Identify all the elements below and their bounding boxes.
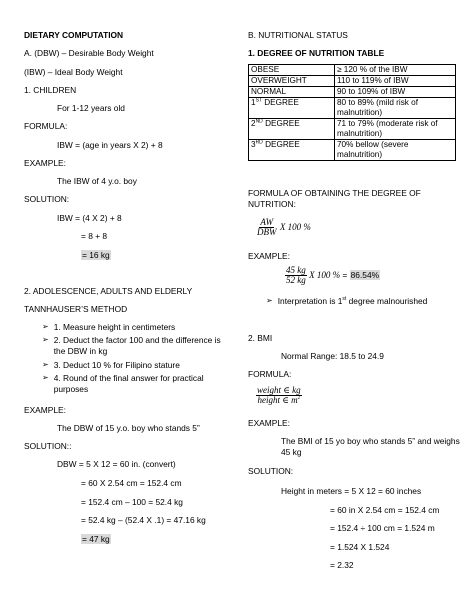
status-cell: NORMAL — [249, 87, 335, 98]
solution-line: = 60 X 2.54 cm = 152.4 cm — [81, 478, 182, 488]
children-heading: 1. CHILDREN — [24, 85, 77, 95]
list-item: ➢ 1. Measure height in centimeters — [42, 322, 176, 332]
arrow-bullet-icon: ➢ — [42, 322, 49, 331]
range-cell: 71 to 79% (moderate risk of malnutrition) — [335, 119, 456, 140]
solution-line: = 60 in X 2.54 cm = 152.4 cm — [330, 505, 440, 515]
solution-line: = 8 + 8 — [81, 231, 108, 241]
example-label: EXAMPLE: — [24, 405, 66, 415]
solution-line: DBW = 5 X 12 = 60 in. (convert) — [57, 459, 176, 469]
ibw-definition: (IBW) – Ideal Body Weight — [24, 67, 123, 77]
solution-line: IBW = (4 X 2) + 8 — [57, 213, 122, 223]
solution-line: = 152.4 ÷ 100 cm = 1.524 m — [330, 523, 435, 533]
range-cell: ≥ 120 % of the IBW — [335, 65, 456, 76]
table-row — [249, 119, 456, 140]
example-text: The DBW of 15 y.o. boy who stands 5” — [57, 423, 200, 433]
interpretation-text: Interpretation is 1st degree malnourished — [277, 296, 428, 306]
list-item: ➢ 2. Deduct the factor 100 and the difference is the DBW in kg — [42, 335, 221, 356]
method-heading: TANNHAUSER’S METHOD — [24, 304, 128, 314]
degree-example: $\frac{45 kg}{52 kg}$ X 100 % = 86.54% — [286, 265, 380, 286]
solution-line: = 52.4 kg – (52.4 X .1) = 47.16 kg — [81, 515, 206, 525]
solution-line: Height in meters = 5 X 12 = 60 inches — [281, 486, 422, 496]
bmi-fraction: $\frac{\text{weight ∈ kg}}{height \in m^2}$ — [257, 385, 301, 406]
example-label: EXAMPLE: — [248, 251, 290, 261]
status-cell: 1ST DEGREE — [249, 98, 335, 119]
status-cell: 2ND DEGREE — [249, 119, 335, 140]
status-cell: OBESE — [249, 65, 335, 76]
dbw-definition: A. (DBW) – Desirable Body Weight — [24, 48, 154, 58]
formula-heading: FORMULA OF OBTAINING THE DEGREE OF NUTRITION: — [248, 188, 421, 209]
list-item: ➢ 4. Round of the final answer for practical purposes — [42, 373, 204, 394]
adolescence-heading: 2. ADOLESCENCE, ADULTS AND ELDERLY — [24, 286, 193, 296]
table-row — [249, 140, 456, 161]
range-cell: 90 to 109% of IBW — [335, 87, 456, 98]
list-item: ➢ 3. Deduct 10 % for Filipino stature — [42, 360, 180, 370]
solution-line: = 152.4 cm – 100 = 52.4 kg — [81, 497, 183, 507]
solution-answer — [81, 534, 111, 545]
solution-line: = 1.524 X 1.524 — [330, 542, 390, 552]
formula-label: FORMULA: — [248, 369, 292, 379]
solution-label: SOLUTION: — [24, 194, 70, 204]
example-fraction: $\frac{45 kg}{52 kg}$ — [286, 265, 306, 286]
bmi-formula — [256, 386, 302, 406]
table-heading: 1. DEGREE OF NUTRITION TABLE — [248, 48, 385, 58]
arrow-bullet-icon: ➢ — [266, 296, 273, 305]
bmi-normal-range: Normal Range: 18.5 to 24.9 — [281, 351, 384, 361]
list-item — [266, 296, 427, 307]
example-label: EXAMPLE: — [248, 418, 290, 428]
arrow-bullet-icon: ➢ — [42, 335, 49, 344]
highlighted-answer: = 47 kg — [82, 534, 110, 544]
status-cell: OVERWEIGHT — [249, 76, 335, 87]
ibw-formula: IBW = (age in years X 2) + 8 — [57, 140, 163, 150]
table-row — [249, 98, 456, 119]
solution-line: = 2.32 — [330, 560, 354, 570]
arrow-bullet-icon: ➢ — [42, 373, 49, 382]
arrow-bullet-icon: ➢ — [42, 360, 49, 369]
table-row — [249, 87, 456, 98]
range-cell: 70% bellow (severe malnutrition) — [335, 140, 456, 161]
example-label: EXAMPLE: — [24, 158, 66, 168]
status-cell: 3RD DEGREE — [249, 140, 335, 161]
highlighted-answer: = 16 kg — [82, 250, 110, 260]
range-cell: 80 to 89% (mild risk of malnutrition) — [335, 98, 456, 119]
formula-fraction: $\frac{AW}{\text{DBW}}$ — [257, 217, 277, 238]
table-row — [249, 65, 456, 76]
solution-label: SOLUTION:: — [24, 441, 72, 451]
document-title: DIETARY COMPUTATION — [24, 30, 124, 40]
range-cell: 110 to 119% of IBW — [335, 76, 456, 87]
table-row — [249, 76, 456, 87]
example-text: The BMI of 15 yo boy who stands 5” and weighs 45 kg — [281, 436, 460, 457]
children-age-range: For 1-12 years old — [57, 103, 125, 113]
nutrition-degree-table — [248, 64, 456, 161]
formula-label: FORMULA: — [24, 121, 68, 131]
solution-answer — [81, 250, 111, 261]
solution-label: SOLUTION: — [248, 466, 294, 476]
section-heading: B. NUTRITIONAL STATUS — [248, 30, 348, 40]
example-text: The IBW of 4 y.o. boy — [57, 176, 137, 186]
highlighted-answer: 86.54% — [350, 270, 380, 281]
degree-formula: $\frac{AW}{\text{DBW}}$ X 100 % — [257, 217, 311, 238]
bmi-heading: 2. BMI — [248, 333, 273, 343]
